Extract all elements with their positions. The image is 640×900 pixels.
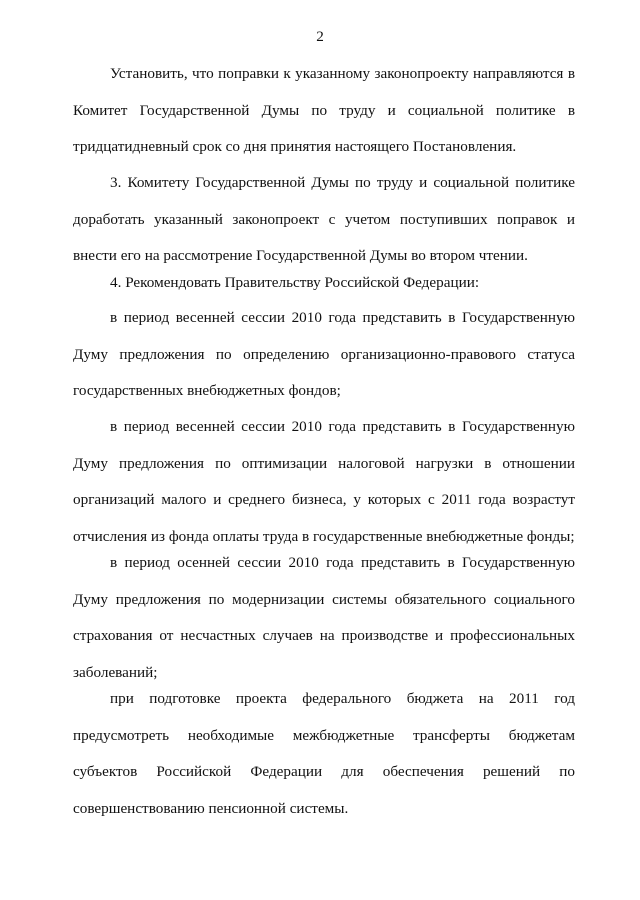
paragraph-budget-transfers: при подготовке проекта федерального бюджета на 2011 год предусмотреть необходимые межбюджетные трансферты бюджетам субъектов Российской Федерации для обеспечения решений по совершенствованию пенсионной системы.	[73, 690, 575, 817]
paragraph-autumn-session-insurance: в период осенней сессии 2010 года представить в Государственную Думу предложения по модернизации системы обязательного социального страхования от несчастных случаев на производстве и профессиональных заболеваний;	[73, 554, 575, 681]
paragraph-spring-session-tax-burden: в период весенней сессии 2010 года представить в Государственную Думу предложения по оптимизации налоговой нагрузки в отношении организаций малого и среднего бизнеса, у которых с 2011 года возрастут отчисления из фонда оплаты труда в государственные внебюджетные фонды;	[73, 418, 575, 545]
page-number: 2	[316, 28, 324, 45]
paragraph-amendments-deadline: Установить, что поправки к указанному законопроекту направляются в Комитет Государственной Думы по труду и социальной политике в тридцатидневный срок со дня принятия настоящего Постановления.	[73, 65, 575, 155]
paragraph-committee-revision: 3. Комитету Государственной Думы по труду и социальной политике доработать указанный законопроект с учетом поступивших поправок и внести его на рассмотрение Государственной Думы во втором чтении.	[73, 174, 575, 264]
paragraph-spring-session-funds-status: в период весенней сессии 2010 года представить в Государственную Думу предложения по определению организационно-правового статуса государственных внебюджетных фондов;	[73, 309, 575, 399]
paragraph-recommend-government: 4. Рекомендовать Правительству Российской Федерации:	[110, 274, 480, 291]
